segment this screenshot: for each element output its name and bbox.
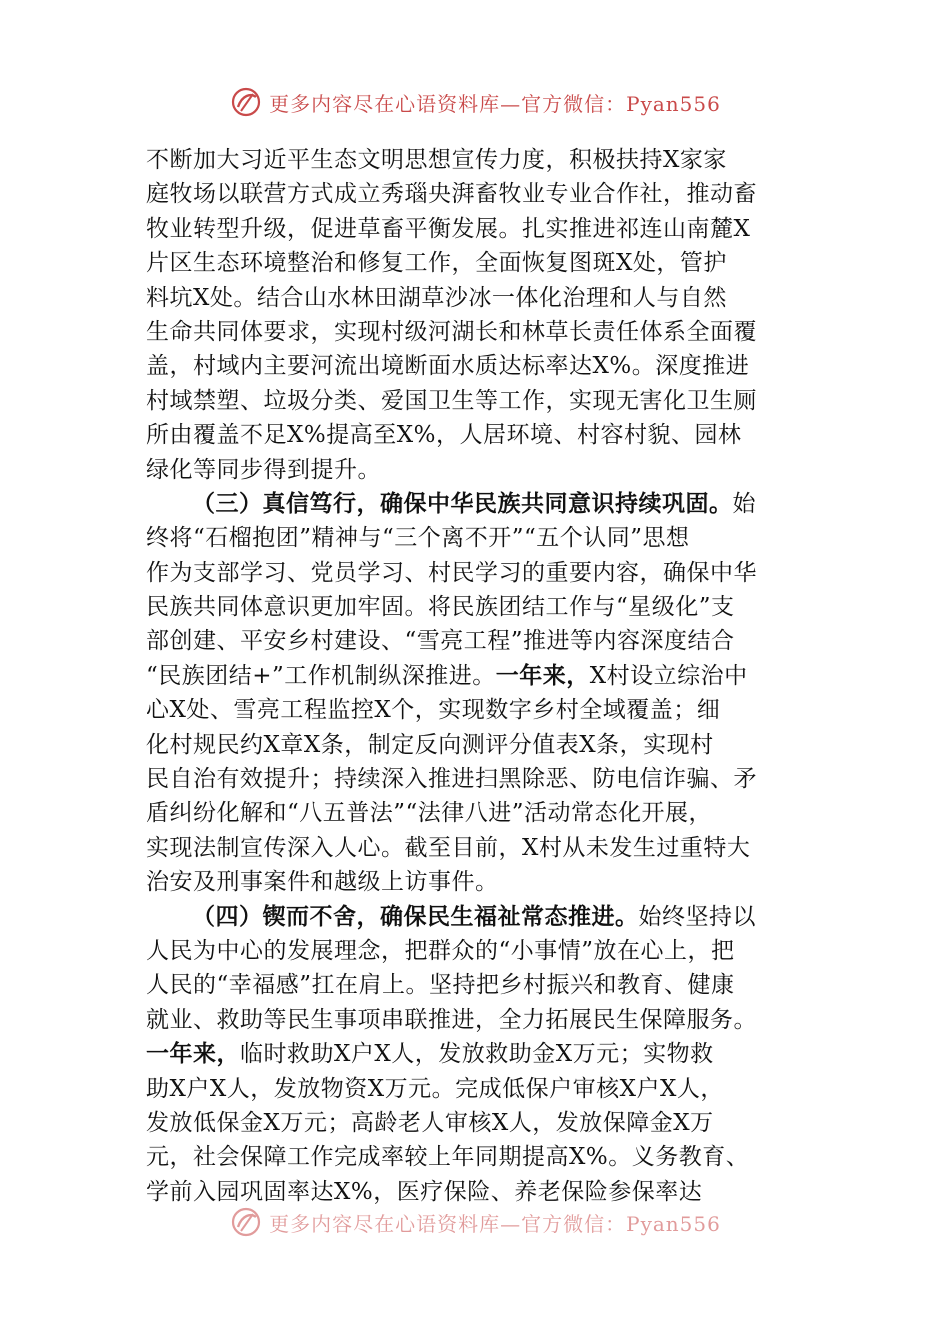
header-watermark-text: 更多内容尽在心语资料库—官方微信：Pyan556 xyxy=(269,91,721,116)
document-body xyxy=(146,143,810,1209)
text-line: （三）真信笃行，确保中华民族共同意识持续巩固。始 xyxy=(192,489,756,517)
text-line: 实现法制宣传深入人心。截至目前，X村从未发生过重特大 xyxy=(146,834,751,861)
section-heading: （四）锲而不舍，确保民生福祉常态推进。 xyxy=(192,902,639,930)
text-line: 所由覆盖不足X%提高至X%，人居环境、村容村貌、园林 xyxy=(146,422,742,449)
text-line: （四）锲而不舍，确保民生福祉常态推进。始终坚持以 xyxy=(192,902,756,930)
header-watermark xyxy=(0,84,950,120)
brand-logo-icon xyxy=(229,85,263,119)
text-line: 发放低保金X万元；高龄老人审核X人，发放保障金X万 xyxy=(146,1109,714,1136)
text-line: 庭牧场以联营方式成立秀瑙央湃畜牧业专业合作社，推动畜 xyxy=(146,181,757,208)
text-line: 民自治有效提升；持续深入推进扫黑除恶、防电信诈骗、矛 xyxy=(146,766,757,793)
text-line: 民族共同体意识更加牢固。将民族团结工作与“星级化”支 xyxy=(146,594,735,621)
paragraph xyxy=(146,487,810,900)
text-line: 盾纠纷化解和“八五普法”“法律八进”活动常态化开展， xyxy=(146,800,713,827)
text-line: 村域禁塑、垃圾分类、爱国卫生等工作，实现无害化卫生厕 xyxy=(146,387,757,414)
text-line: 人民为中心的发展理念，把群众的“小事情”放在心上，把 xyxy=(146,937,735,964)
text-line: “民族团结+”工作机制纵深推进。一年来，X村设立综治中 xyxy=(146,661,748,689)
text-line: 作为支部学习、党员学习、村民学习的重要内容，确保中华 xyxy=(146,559,757,586)
text-line: 生命共同体要求，实现村级河湖长和林草长责任体系全面覆 xyxy=(146,318,757,345)
text-line: 人民的“幸福感”扛在肩上。坚持把乡村振兴和教育、健康 xyxy=(146,972,735,999)
text-line: 不断加大习近平生态文明思想宣传力度，积极扶持X家家 xyxy=(146,147,727,173)
text-line: 料坑X处。结合山水林田湖草沙冰一体化治理和人与自然 xyxy=(146,284,727,311)
text-line: 绿化等同步得到提升。 xyxy=(146,456,381,483)
footer-watermark-text: 更多内容尽在心语资料库—官方微信：Pyan556 xyxy=(269,1211,721,1236)
text-line: 治安及刑事案件和越级上访事件。 xyxy=(146,869,499,896)
brand-logo-icon xyxy=(229,1205,263,1239)
text-line: 就业、救助等民生事项串联推进，全力拓展民生保障服务。 xyxy=(146,1006,757,1033)
text-line: 一年来，临时救助X户X人，发放救助金X万元；实物救 xyxy=(146,1040,714,1068)
text-line: 片区生态环境整治和修复工作，全面恢复图斑X处，管护 xyxy=(146,250,727,277)
section-heading: （三）真信笃行，确保中华民族共同意识持续巩固。 xyxy=(192,489,733,517)
text-line: 盖，村域内主要河流出境断面水质达标率达X%。深度推进 xyxy=(146,353,750,380)
paragraph xyxy=(146,143,810,487)
text-line: 化村规民约X章X条，制定反向测评分值表X条，实现村 xyxy=(146,731,714,758)
footer-watermark xyxy=(0,1204,950,1240)
text-line: 助X户X人，发放物资X万元。完成低保户审核X户X人， xyxy=(146,1075,724,1102)
paragraph xyxy=(146,900,810,1210)
emphasis-text: 一年来， xyxy=(495,661,590,689)
text-line: 学前入园巩固率达X%，医疗保险、养老保险参保率达 xyxy=(146,1178,703,1205)
text-line: 终将“石榴抱团”精神与“三个离不开”“五个认同”思想 xyxy=(146,525,690,552)
text-line: 元，社会保障工作完成率较上年同期提高X%。义务教育、 xyxy=(146,1144,750,1171)
emphasis-text: 一年来， xyxy=(146,1040,240,1068)
text-line: 心X处、雪亮工程监控X个，实现数字乡村全域覆盖；细 xyxy=(146,697,721,724)
text-line: 部创建、平安乡村建设、“雪亮工程”推进等内容深度结合 xyxy=(146,628,735,655)
text-line: 牧业转型升级，促进草畜平衡发展。扎实推进祁连山南麓X xyxy=(146,215,751,242)
